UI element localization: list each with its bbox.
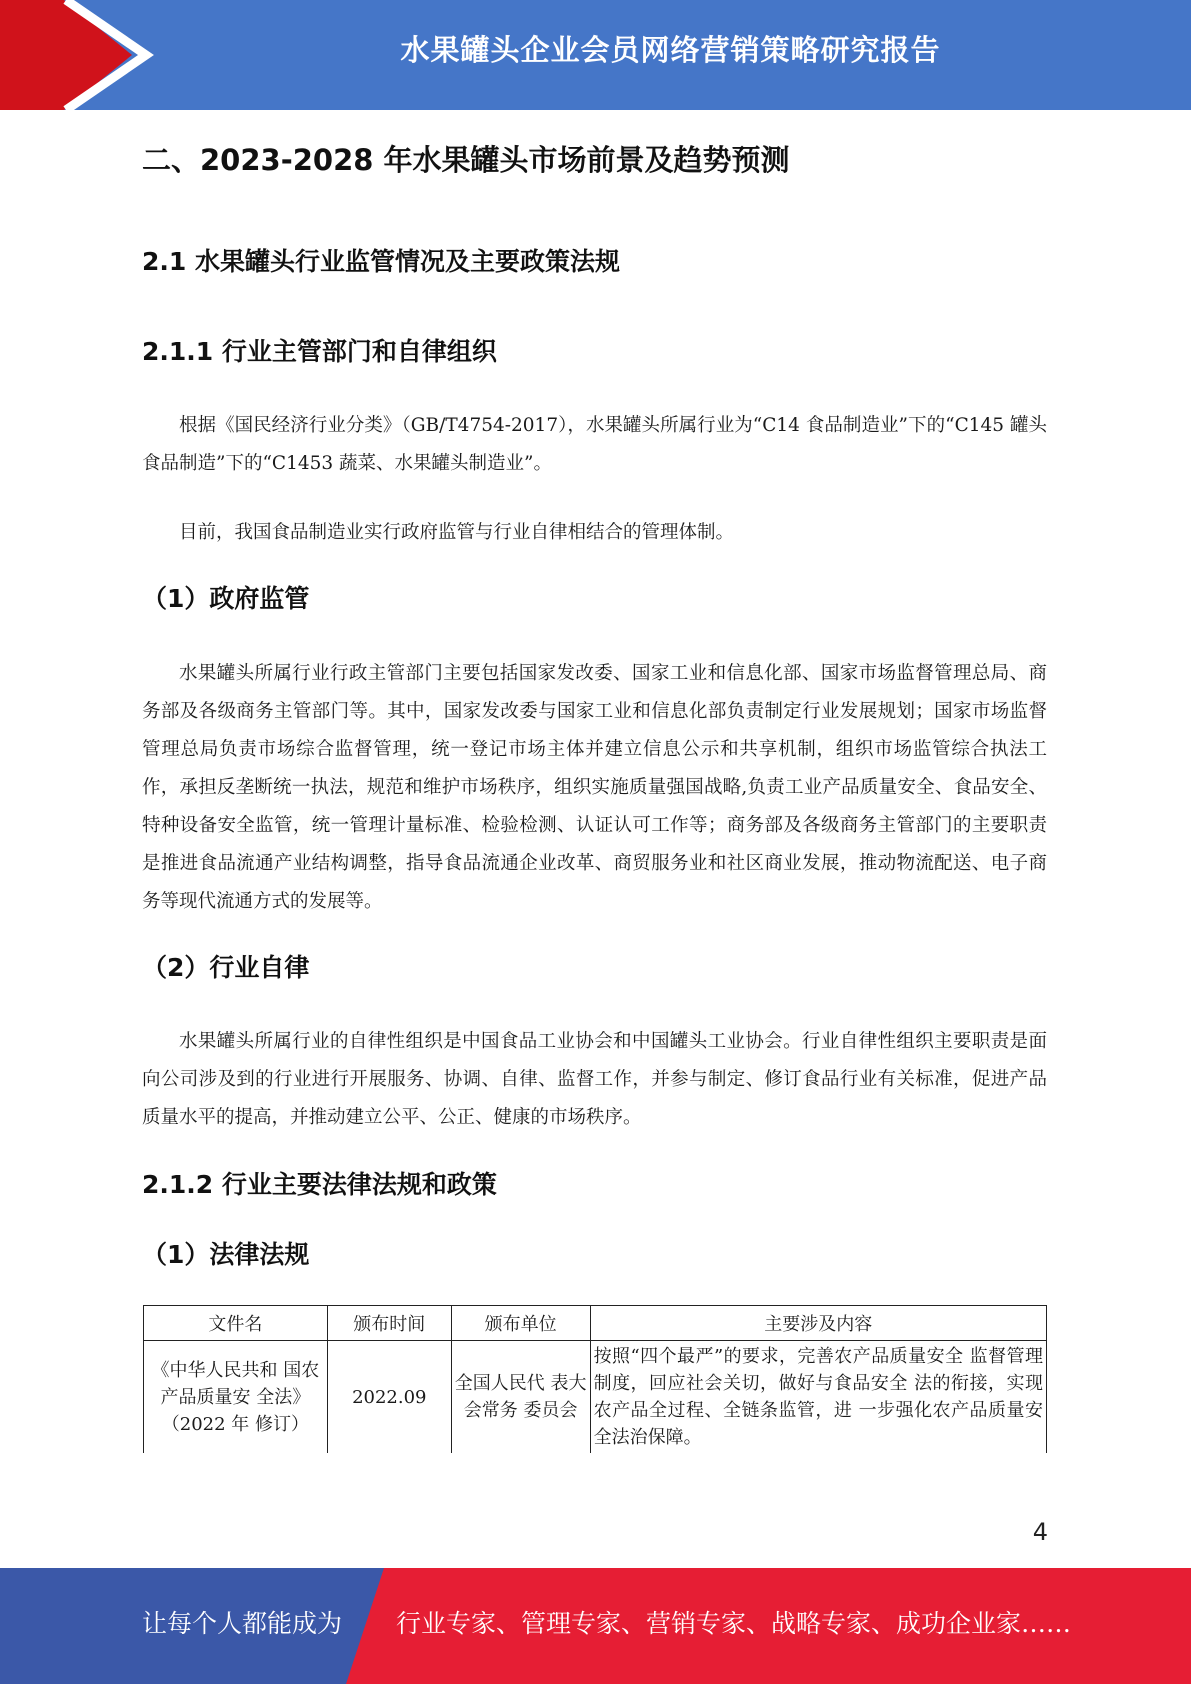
column-header-content: 主要涉及内容 (590, 1306, 1046, 1341)
paragraph-management-system: 目前，我国食品制造业实行政府监管与行业自律相结合的管理体制。 (179, 522, 735, 543)
cell-law-content: 按照“四个最严”的要求，完善农产品质量安全 监督管理制度，回应社会关切，做好与食品安全 法的衔接，实现农产品全过程、全链条监管，进 一步强化农产品质量安全法治保障。 (590, 1341, 1046, 1454)
laws-table (143, 1305, 1047, 1453)
heading-industry-self-regulation: （2）行业自律 (142, 953, 310, 982)
header-banner (0, 0, 1191, 110)
cell-law-issuer: 全国人民代 表大会常务 委员会 (451, 1341, 590, 1454)
subsubsection-title-2-1-1: 2.1.1 行业主管部门和自律组织 (142, 337, 497, 366)
paragraph-industry-self-regulation: 水果罐头所属行业的自律性组织是中国食品工业协会和中国罐头工业协会。行业自律性组织主要职责是面向公司涉及到的行业进行开展服务、协调、自律、监督工作，并参与制定、修订食品行业有关标准，促进产品质量水平的提高，并推动建立公平、公正、健康的市场秩序。 (142, 1031, 1047, 1128)
section-title: 二、2023-2028 年水果罐头市场前景及趋势预测 (142, 143, 790, 177)
footer-banner (0, 1568, 1191, 1684)
report-title: 水果罐头企业会员网络营销策略研究报告 (400, 33, 941, 67)
heading-laws-regulations: （1）法律法规 (142, 1240, 310, 1269)
footer-slogan-left: 让每个人都能成为 (142, 1609, 343, 1638)
column-header-name: 文件名 (144, 1306, 328, 1341)
heading-government-supervision: （1）政府监管 (142, 584, 310, 613)
column-header-issuer: 颁布单位 (451, 1306, 590, 1341)
paragraph-government-supervision: 水果罐头所属行业行政主管部门主要包括国家发改委、国家工业和信息化部、国家市场监督管理总局、商务部及各级商务主管部门等。其中，国家发改委与国家工业和信息化部负责制定行业发展规划；国家市场监督管理总局负责市场综合监督管理，统一登记市场主体并建立信息公示和共享机制，组织市场监管综合执法工作，承担反垄断统一执法，规范和维护市场秩序，组织实施质量强国战略,负责工业产品质量安全、食品安全、特种设备安全监管，统一管理计量标准、检验检测、认证认可工作等；商务部及各级商务主管部门的主要职责是推进食品流通产业结构调整，指导食品流通企业改革、商贸服务业和社区商业发展，推动物流配送、电子商务等现代流通方式的发展等。 (142, 663, 1047, 912)
paragraph-classification: 根据《国民经济行业分类》（GB/T4754-2017），水果罐头所属行业为“C14 食品制造业”下的“C145 罐头食品制造”下的“C1453 蔬菜、水果罐头制造业”。 (142, 415, 1047, 474)
subsubsection-title-2-1-2: 2.1.2 行业主要法律法规和政策 (142, 1170, 497, 1199)
cell-law-date: 2022.09 (327, 1341, 451, 1454)
table-row (144, 1341, 1047, 1454)
column-header-date: 颁布时间 (327, 1306, 451, 1341)
footer-slogan-right: 行业专家、管理专家、营销专家、战略专家、成功企业家…… (396, 1609, 1072, 1638)
subsection-title: 2.1 水果罐头行业监管情况及主要政策法规 (142, 247, 620, 276)
table-header-row (144, 1306, 1047, 1341)
cell-law-name: 《中华人民共和 国农产品质量安 全法》（2022 年 修订） (144, 1341, 328, 1454)
page-number: 4 (1032, 1518, 1048, 1546)
